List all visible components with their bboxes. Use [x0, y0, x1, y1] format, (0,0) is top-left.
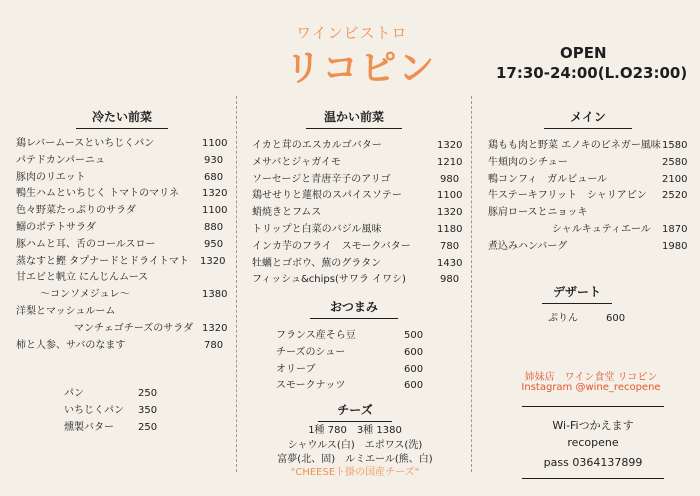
section-rule [306, 128, 402, 129]
item-price: 2520 [662, 190, 688, 202]
cheese-varieties-2: 富夢(北、固) ルミエール(熊、白) [277, 454, 433, 465]
menu-item [16, 170, 228, 187]
item-name: 柿と人参、サバのなます [16, 339, 126, 351]
item-price: 1100 [437, 190, 463, 202]
item-name: 豚肩ロースとニョッキ [488, 207, 588, 219]
menu-item [488, 239, 694, 256]
open-label: OPEN [560, 44, 607, 62]
open-hours: 17:30-24:00(L.O23:00) [496, 64, 688, 82]
section-rule [544, 128, 632, 129]
item-name: 牛頬肉のシチュー [488, 156, 568, 168]
menu-item [16, 254, 228, 271]
menu-item [252, 172, 464, 189]
dessert-list [548, 311, 648, 328]
item-name: 牛ステーキフリット シャリアピン [488, 190, 647, 202]
section-rule [542, 303, 612, 304]
item-name: 〜コンソメジュレ〜 [40, 289, 130, 301]
menu-item [252, 239, 464, 256]
item-price: 600 [404, 380, 424, 392]
snacks-list [276, 328, 436, 395]
item-price: 250 [138, 421, 158, 433]
section-rule [76, 128, 168, 129]
item-price: 1430 [437, 257, 463, 269]
item-name: いちじくパン [64, 404, 124, 416]
item-price: 600 [404, 346, 424, 358]
cheese-title: チーズ [337, 403, 373, 417]
item-price: 1320 [200, 255, 226, 267]
item-name: 洋梨とマッシュルーム [16, 305, 116, 317]
item-price: 680 [204, 171, 224, 183]
item-price: 350 [138, 404, 158, 416]
cheese-section [318, 401, 392, 422]
item-name: フランス産そら豆 [276, 330, 356, 341]
menu-item [64, 420, 174, 437]
menu-item [16, 338, 228, 355]
item-name: チーズのシュー [276, 346, 346, 358]
item-name: パン [64, 388, 84, 399]
item-name: パテドカンパーニュ [16, 154, 105, 166]
item-name: フィッシュ&chips(サワラ イワシ) [252, 274, 406, 286]
item-name: 燻製バター [64, 421, 114, 433]
item-name: イカと茸のエスカルゴバター [252, 140, 382, 151]
snacks-section [310, 298, 398, 319]
item-price: 600 [606, 313, 626, 324]
section-rule [310, 318, 398, 319]
menu-item [16, 153, 228, 170]
menu-item [16, 203, 228, 220]
item-name: トリップと白菜のバジル風味 [252, 223, 382, 235]
menu-item [548, 311, 648, 328]
menu-item [488, 138, 694, 155]
cheese-note: "CHEESEト掛の国産チーズ" [290, 467, 420, 478]
item-price: 880 [204, 221, 224, 233]
item-name: 鶏せせりと蓮根のスパイスソテー [252, 190, 402, 202]
item-name: 蛸焼きとフムス [252, 207, 322, 219]
item-name: マンチェゴチーズのサラダ [74, 322, 194, 334]
menu-item [64, 403, 174, 420]
item-price: 1210 [437, 156, 463, 168]
item-price: 500 [404, 330, 424, 341]
item-price: 1870 [662, 223, 688, 235]
wifi-title: Wi-Fiつかえます [552, 419, 634, 432]
menu-item [252, 222, 464, 239]
column-divider-right [471, 96, 472, 472]
item-price: 1980 [662, 240, 688, 252]
warm-appetizers-title: 温かい前菜 [323, 110, 384, 124]
warm-appetizers-list [252, 138, 464, 289]
item-name: 鰯のポテトサラダ [16, 221, 96, 233]
item-price: 980 [440, 173, 460, 185]
item-price: 1320 [437, 140, 463, 151]
menu-item [252, 188, 464, 205]
item-price: 600 [404, 363, 424, 375]
wifi-password: pass 0364137899 [543, 456, 643, 469]
menu-item [16, 186, 228, 203]
bread-list [64, 386, 174, 436]
item-price: 1180 [437, 223, 463, 235]
wifi-top-rule [522, 406, 664, 407]
menu-item [16, 220, 228, 237]
menu-item [16, 321, 228, 338]
cold-appetizers-list [16, 136, 228, 354]
menu-item [16, 237, 228, 254]
item-price: 780 [440, 240, 460, 252]
item-name: 鶏レバームースといちじくパン [16, 138, 155, 149]
menu-item [64, 386, 174, 403]
menu-item [488, 188, 694, 205]
item-name: 蒸なすと鰹 タプナードとドライトマト [16, 255, 189, 267]
item-name: インカ芋のフライ スモークバター [252, 240, 411, 252]
item-name: メサバとジャガイモ [252, 156, 341, 168]
item-price: 1580 [662, 140, 688, 151]
item-name: 煮込みハンバーグ [488, 240, 568, 252]
menu-item [252, 138, 464, 155]
menu-item [276, 362, 436, 379]
item-price: 1380 [202, 289, 228, 301]
main-list [488, 138, 694, 256]
menu-item [16, 270, 228, 287]
menu-item [488, 155, 694, 172]
item-name: オリーブ [276, 363, 316, 375]
item-price: 980 [440, 274, 460, 286]
item-name: 色々野菜たっぷりのサラダ [16, 205, 136, 217]
sister-restaurant: 姉妹店 ワイン食堂 リコピン [524, 372, 658, 383]
item-name: 甘エビと帆立 にんじんムース [16, 272, 149, 284]
item-price: 2580 [662, 156, 688, 168]
dessert-title: デザート [552, 285, 601, 299]
menu-item [16, 304, 228, 321]
item-price: 950 [204, 238, 224, 250]
item-price: 1100 [202, 205, 228, 217]
item-name: 鶏もも肉と野菜 エノキのビネガー風味 [488, 140, 661, 151]
menu-item [16, 287, 228, 304]
item-name: ソーセージと青唐辛子のアリゴ [252, 173, 391, 185]
item-price: 250 [138, 388, 158, 399]
item-name: スモークナッツ [276, 380, 346, 392]
column-divider-left [236, 96, 237, 472]
item-name: 牡蠣とゴボウ、蕪のグラタン [252, 257, 382, 269]
menu-item [252, 155, 464, 172]
menu-item [16, 136, 228, 153]
menu-item [252, 272, 464, 289]
item-price: 1320 [202, 322, 228, 334]
item-name: シャルキュティエール [552, 223, 651, 235]
main-section [544, 108, 632, 129]
menu-item [276, 378, 436, 395]
item-price: 930 [204, 154, 224, 166]
warm-appetizers-section [306, 108, 402, 129]
item-price: 1320 [202, 188, 228, 200]
item-price: 1100 [202, 138, 228, 149]
restaurant-title: リコピン [285, 48, 437, 89]
menu-item [276, 345, 436, 362]
menu-item [252, 256, 464, 273]
menu-item [488, 172, 694, 189]
restaurant-subtitle: ワインビストロ [296, 24, 408, 42]
item-name: 豚肉のリエット [16, 171, 86, 183]
snacks-title: おつまみ [330, 300, 378, 314]
wifi-ssid: recopene [567, 436, 619, 449]
item-name: ぷりん [548, 313, 578, 324]
instagram-handle: Instagram @wine_recopene [521, 382, 661, 393]
item-name: 鴨コンフィ ガルビュール [488, 173, 607, 185]
cheese-prices: 1種 780 3種 1380 [308, 425, 402, 436]
menu-item [488, 205, 694, 222]
menu-item [488, 222, 694, 239]
cheese-varieties-1: シャウルス(白) エポワス(洗) [287, 440, 423, 451]
dessert-section [542, 283, 612, 304]
item-price: 2100 [662, 173, 688, 185]
menu-item [252, 205, 464, 222]
item-name: 豚ハムと耳、舌のコールスロー [16, 238, 156, 250]
cold-appetizers-section [76, 108, 168, 129]
item-price: 780 [204, 339, 224, 351]
main-title: メイン [570, 110, 606, 124]
item-price: 1320 [437, 207, 463, 219]
cold-appetizers-title: 冷たい前菜 [91, 110, 152, 124]
item-name: 鴨生ハムといちじく トマトのマリネ [16, 188, 179, 200]
wifi-bottom-rule [522, 478, 664, 479]
menu-item [276, 328, 436, 345]
